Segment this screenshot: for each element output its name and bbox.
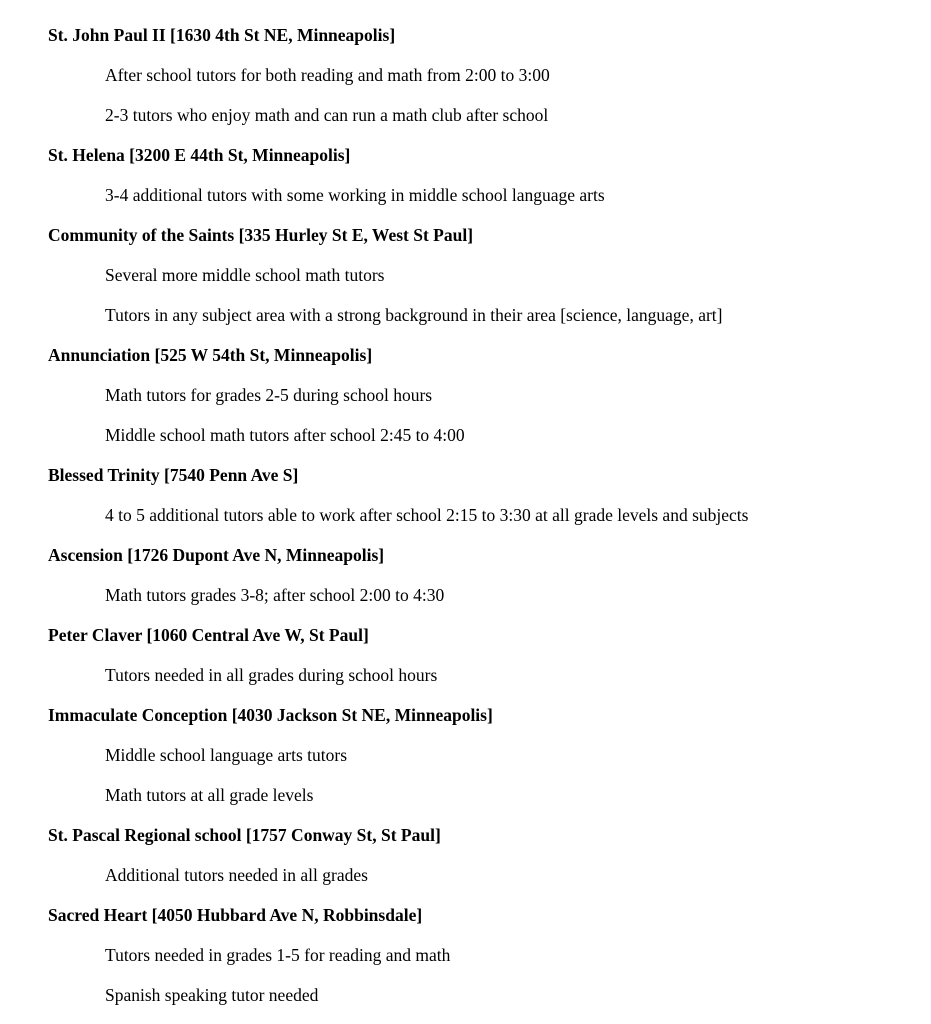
tutor-need-line: Math tutors at all grade levels: [105, 785, 314, 805]
school-section: [48, 345, 911, 445]
school-section: [48, 225, 911, 325]
tutor-need-line: Middle school math tutors after school 2:45 to 4:00: [105, 425, 465, 445]
school-section: [48, 625, 911, 685]
school-heading: Blessed Trinity [7540 Penn Ave S]: [48, 465, 299, 485]
school-heading: Immaculate Conception [4030 Jackson St NE, Minneapolis]: [48, 705, 493, 725]
school-heading: Ascension [1726 Dupont Ave N, Minneapolis]: [48, 545, 385, 565]
tutor-need-line: 3-4 additional tutors with some working in middle school language arts: [105, 185, 605, 205]
tutor-need-line: Middle school language arts tutors: [105, 745, 348, 765]
school-heading: St. John Paul II [1630 4th St NE, Minneapolis]: [48, 25, 396, 45]
tutor-need-line: 2-3 tutors who enjoy math and can run a math club after school: [105, 105, 549, 125]
school-heading: Annunciation [525 W 54th St, Minneapolis]: [48, 345, 373, 365]
tutor-need-line: Math tutors for grades 2-5 during school hours: [105, 385, 433, 405]
school-section: [48, 25, 911, 125]
school-section: [48, 905, 911, 1005]
tutor-need-line: Math tutors grades 3-8; after school 2:00 to 4:30: [105, 585, 445, 605]
tutor-need-line: Tutors needed in all grades during school hours: [105, 665, 438, 685]
tutor-need-line: Additional tutors needed in all grades: [105, 865, 368, 885]
school-heading: St. Pascal Regional school [1757 Conway St, St Paul]: [48, 825, 441, 845]
school-section: [48, 825, 911, 885]
school-heading: St. Helena [3200 E 44th St, Minneapolis]: [48, 145, 351, 165]
tutor-need-line: Several more middle school math tutors: [105, 265, 385, 285]
school-heading: Community of the Saints [335 Hurley St E, West St Paul]: [48, 225, 474, 245]
tutor-need-line: 4 to 5 additional tutors able to work after school 2:15 to 3:30 at all grade levels and subjects: [105, 505, 749, 525]
school-heading: Sacred Heart [4050 Hubbard Ave N, Robbinsdale]: [48, 905, 423, 925]
tutor-need-line: Tutors needed in grades 1-5 for reading and math: [105, 945, 451, 965]
school-section: [48, 545, 911, 605]
tutor-need-line: After school tutors for both reading and math from 2:00 to 3:00: [105, 65, 550, 85]
school-heading: Peter Claver [1060 Central Ave W, St Paul]: [48, 625, 369, 645]
tutor-need-line: Tutors in any subject area with a strong background in their area [science, language, art]: [105, 305, 723, 325]
tutor-need-line: Spanish speaking tutor needed: [105, 985, 319, 1005]
school-section: [48, 705, 911, 805]
school-section: [48, 465, 911, 525]
school-section: [48, 145, 911, 205]
